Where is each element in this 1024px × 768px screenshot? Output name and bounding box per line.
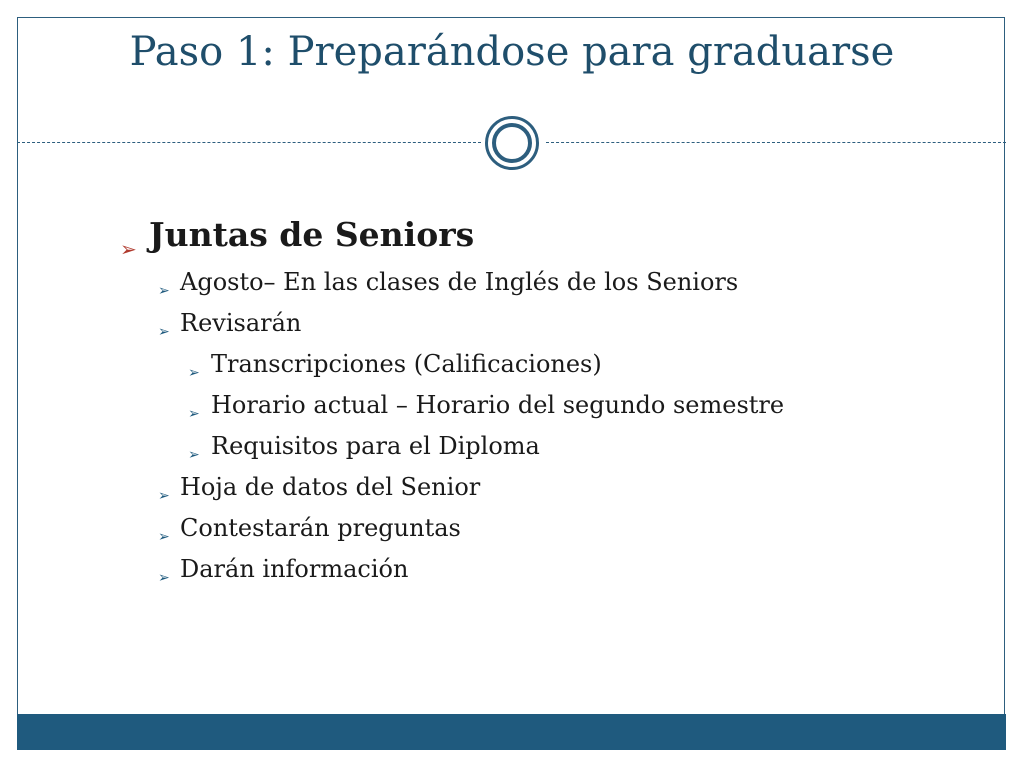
bullet-main-text: Juntas de Seniors — [149, 215, 475, 254]
arrow-bullet-icon: ➢ — [158, 529, 170, 545]
bullet-transcripciones — [188, 348, 602, 380]
bullet-requisitos-text: Requisitos para el Diploma — [211, 432, 540, 460]
bullet-main — [120, 213, 475, 261]
bullet-hoja-datos — [158, 471, 480, 503]
arrow-bullet-icon: ➢ — [158, 283, 170, 299]
bullet-horario — [188, 389, 784, 421]
arrow-bullet-icon: ➢ — [158, 570, 170, 586]
arrow-bullet-icon: ➢ — [188, 447, 200, 463]
bullet-contestaran — [158, 512, 461, 544]
bullet-agosto-text: Agosto– En las clases de Inglés de los Seniors — [180, 268, 739, 296]
bullet-daran-text: Darán información — [180, 555, 409, 583]
arrow-bullet-icon: ➢ — [120, 237, 137, 261]
bullet-requisitos — [188, 430, 540, 462]
slide-title: Paso 1: Preparándose para graduarse — [129, 29, 895, 75]
bullet-revisaran — [158, 307, 301, 339]
arrow-bullet-icon: ➢ — [158, 488, 170, 504]
bullet-horario-text: Horario actual – Horario del segundo semestre — [211, 391, 785, 419]
bullet-agosto — [158, 266, 738, 298]
bullet-transcripciones-text: Transcripciones (Calificaciones) — [211, 350, 602, 378]
bullet-hoja-datos-text: Hoja de datos del Senior — [180, 473, 481, 501]
arrow-bullet-icon: ➢ — [188, 406, 200, 422]
arrow-bullet-icon: ➢ — [188, 365, 200, 381]
bullet-daran — [158, 553, 408, 585]
bullet-revisaran-text: Revisarán — [180, 309, 302, 337]
bullet-contestaran-text: Contestarán preguntas — [180, 514, 461, 542]
arrow-bullet-icon: ➢ — [158, 324, 170, 340]
